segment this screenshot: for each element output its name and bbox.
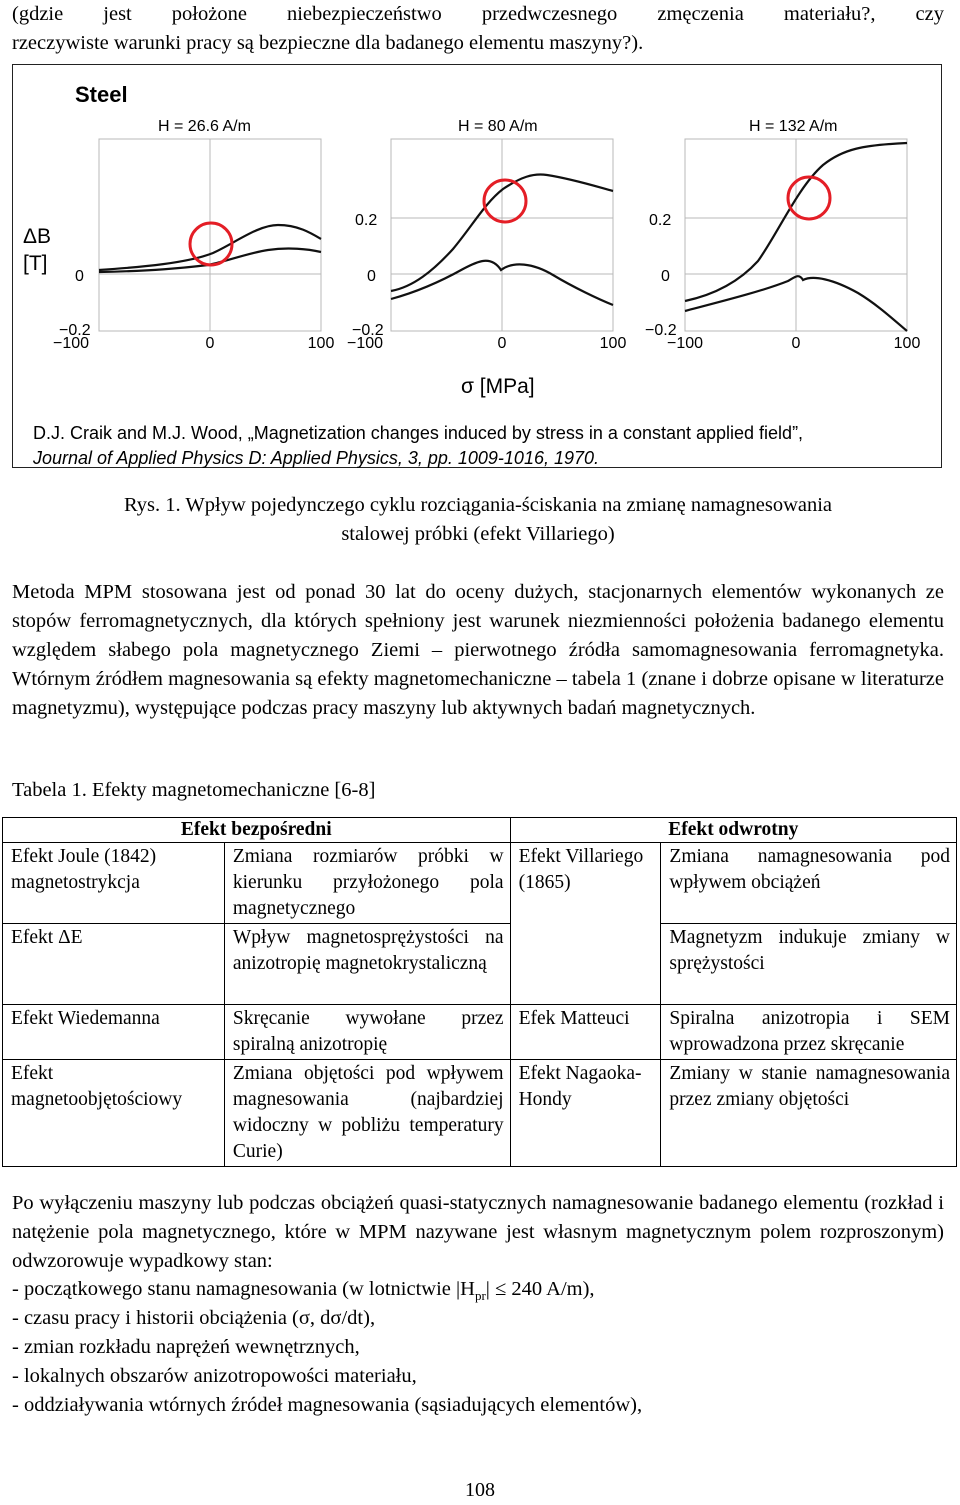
panel-3 [645,118,920,352]
direct-desc: Wpływ magnetosprężystości na anizotropię magnetokrystaliczną [224,924,510,1005]
panel-3-ytick-pos: 0.2 [649,212,672,229]
panel-2-ytick-pos: 0.2 [355,212,378,229]
bullet-1-prefix: - początkowego stanu namagnesowania (w lotnictwie [12,1278,457,1300]
intro-line-1: (gdzie jest położone niebezpieczeństwo przedwczesnego zmęczenia materiału?, czy [12,3,944,25]
citation-line-1: D.J. Craik and M.J. Wood, „Magnetization changes induced by stress in a constant applied field”, [33,423,804,443]
bullet-item-1 [12,1275,642,1304]
panel-1-highlight-circle [190,223,232,265]
bullet-item-2: - czasu pracy i historii obciążenia (σ, dσ/dt), [12,1307,376,1329]
abs-bar-right: | [485,1278,490,1300]
panel-1-xtick-b: 0 [205,335,215,352]
citation-line-2-text: Journal of Applied Physics D: Applied Physics, 3, pp. 1009-1016, 1970. [33,448,600,468]
panel-1-ytick-neg: −0.2 [59,322,91,339]
header-inverse: Efekt odwrotny [510,818,956,843]
bullet-list [12,1275,642,1420]
inverse-name: Efek Matteuci [510,1005,661,1060]
panel-1-title: H = 26.6 A/m [158,118,251,135]
inverse-desc: Spiralna anizotropia i SEM wprowadzona przez skręcanie [661,1005,957,1060]
effects-table [2,817,957,1167]
panel-1-xtick-c: 100 [307,335,335,352]
panel-2-ytick-0: 0 [367,268,376,285]
panel-3-highlight-circle [788,177,830,219]
direct-desc: Zmiana rozmiarów próbki w kierunku przyłożonego pola magnetycznego [224,843,510,924]
panel-2-xtick-a: −100 [346,335,384,352]
y-axis-label-1: ΔB [23,225,52,248]
table-row [3,1060,957,1167]
panel-2 [347,118,626,352]
bullet-1-var: H [460,1278,475,1300]
paragraph-2: Po wyłączeniu maszyny lub podczas obciążeń quasi-statycznych namagnesowanie badanego elementu (rozkład i natężenie pola magnetycznego, które w MPM nazywane jest własnym magnetycznym polem rozproszonym) odwzorowuje wypadkowy stan: [12,1192,944,1272]
direct-desc: Skręcanie wywołane przez spiralną anizotropię [224,1005,510,1060]
panel-2-ytick-neg: −0.2 [352,322,384,339]
panel-3-title: H = 132 A/m [749,118,838,135]
table-row [3,843,957,924]
figure-caption [12,491,944,549]
caption-line-2: stalowej próbki (efekt Villariego) [341,523,615,545]
direct-desc: Zmiana objętości pod wpływem magnesowania (najbardziej widoczny w pobliżu temperatury Curie) [224,1060,510,1167]
citation-line-2 [33,446,933,471]
inverse-desc: Zmiana namagnesowania pod wpływem obciążeń [661,843,957,924]
bullet-item-4: - lokalnych obszarów anizotropowości materiału, [12,1365,417,1387]
bullet-item-5: - oddziaływania wtórnych źródeł magnesowania (sąsiadujących elementów), [12,1394,643,1416]
table-row [3,924,957,1005]
intro-line-2: rzeczywiste warunki pracy są bezpieczne dla badanego elementu maszyny?). [12,32,644,54]
panel-2-title: H = 80 A/m [458,118,538,135]
caption-line-1: Rys. 1. Wpływ pojedynczego cyklu rozciągania-ściskania na zmianę namagnesowania [123,494,833,516]
table-title: Tabela 1. Efekty magnetomechaniczne [6-8] [12,779,376,801]
inverse-desc: Zmiany w stanie namagnesowania przez zmiany objętości [661,1060,957,1167]
inverse-name [510,924,661,1005]
panel-3-xtick-b: 0 [791,335,801,352]
material-label: Steel [75,82,128,107]
panel-3-xtick-c: 100 [893,335,921,352]
figure-box [12,64,942,468]
panel-2-xtick-c: 100 [599,335,627,352]
bullet-1-sub: pr [474,1288,486,1304]
inverse-name: Efekt Nagaoka-Hondy [510,1060,661,1167]
header-direct: Efekt bezpośredni [3,818,511,843]
panel-3-xtick-a: −100 [666,335,704,352]
bullet-1-suffix: ≤ 240 A/m), [489,1278,595,1300]
magnetization-plots [13,65,940,465]
table-header-row [3,818,957,843]
panel-2-xtick-b: 0 [497,335,507,352]
direct-name: Efekt Joule (1842) magnetostrykcja [3,843,225,924]
direct-name: Efekt ΔE [3,924,225,1005]
paragraph-1: Metoda MPM stosowana jest od ponad 30 lat do oceny dużych, stacjonarnych elementów wykonanych ze stopów ferromagnetycznych, dla których spełniony jest warunek niezmienności położenia badanego elementu względem słabego pola magnetycznego Ziemi – pierwotnego źródła samomagnesowania ferromagnetyka. Wtórnym źródłem magnesowania są efekty magnetomechaniczne – tabela 1 (znane i dobrze opisane w literaturze magnetyzmu), występujące podczas pracy maszyny lub aktywnych badań magnetycznych. [12,581,944,719]
y-axis-label-2: [T] [23,252,48,275]
inverse-name: Efekt Villariego (1865) [510,843,661,924]
panel-3-ytick-neg: −0.2 [645,322,677,339]
direct-name: Efekt Wiedemanna [3,1005,225,1060]
panel-3-ytick-0: 0 [661,268,670,285]
panel-1-ytick-0: 0 [75,268,84,285]
abs-bar-left: | [456,1278,461,1300]
page-number: 108 [465,1479,495,1501]
bullet-item-3: - zmian rozkładu naprężeń wewnętrznych, [12,1336,360,1358]
panel-1-xtick-a: −100 [52,335,90,352]
inverse-desc: Magnetyzm indukuje zmiany w sprężystości [661,924,957,1005]
direct-name: Efekt magnetoobjętościowy [3,1060,225,1167]
table-row [3,1005,957,1060]
panel-1 [53,118,334,352]
x-axis-label: σ [MPa] [461,375,535,398]
